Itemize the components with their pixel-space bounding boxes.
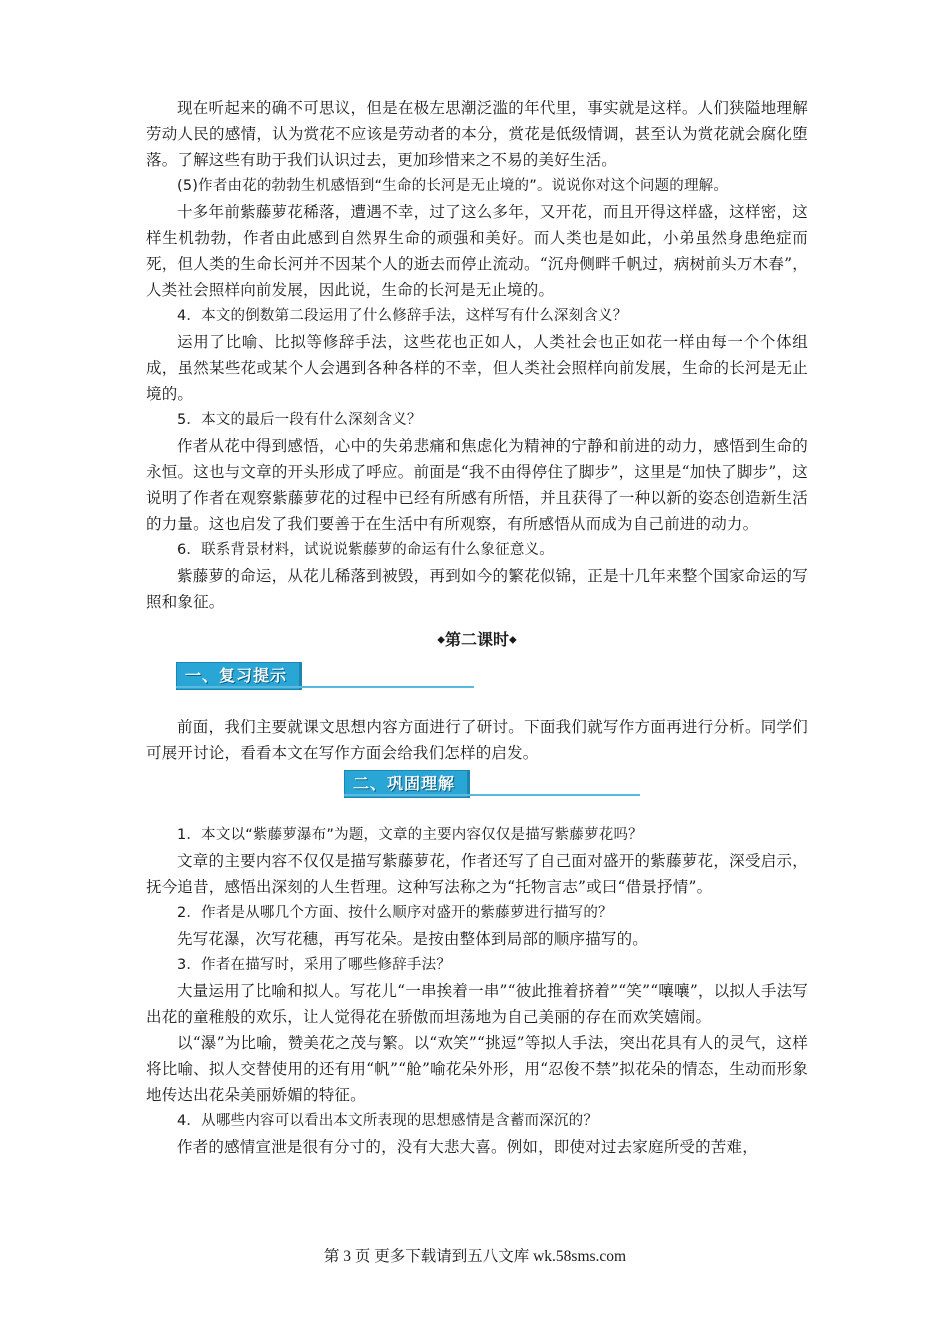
answer-paragraph: 文章的主要内容不仅仅是描写紫藤萝花，作者还写了自己面对盛开的紫藤萝花，深受启示，抚今追昔，感悟出深刻的人生哲理。这种写法称之为“托物言志”或曰“借景抒情”。 <box>146 851 808 896</box>
question-3: 3．作者在描写时，采用了哪些修辞手法？ <box>177 956 452 973</box>
document-body <box>146 95 808 1160</box>
ornament-icon: ◆ <box>509 634 517 646</box>
question-4b: 4．从哪些内容可以看出本文所表现的思想感情是含蓄而深沉的？ <box>177 1112 599 1129</box>
lesson-title <box>146 627 808 654</box>
answer-paragraph: 运用了比喻、比拟等修辞手法，这些花也正如人，人类社会也正如花一样由每一个个体组成，虽然某些花或某个人会遇到各种各样的不幸，但人类社会照样向前发展，生命的长河是无止境的。 <box>146 333 808 403</box>
question-5-sub: (5)作者由花的勃勃生机感悟到“生命的长河是无止境的”。说说你对这个问题的理解。 <box>177 178 729 194</box>
page-footer: 第 3 页 更多下载请到五八文库 wk.58sms.com <box>323 1248 627 1265</box>
answer-paragraph: 紫藤萝的命运，从花儿稀落到被毁，再到如今的繁花似锦，正是十几年来整个国家命运的写照和象征。 <box>146 567 808 611</box>
lesson-title-text: 第二课时 <box>444 630 509 649</box>
answer-paragraph: 十多年前紫藤萝花稀落，遭遇不幸，过了这么多年，又开花，而且开得这样盛，这样密，这样生机勃勃，作者由此感到自然界生命的顽强和美好。而人类也是如此，小弟虽然身患绝症而死，但人类的生命长河并不因某个人的逝去而停止流动。“沉舟侧畔千帆过，病树前头万木春”，人类社会照样向前发展，因此说，生命的长河是无止境的。 <box>146 203 808 299</box>
section-heading: 一、复习提示 <box>176 662 300 690</box>
answer-paragraph: 现在听起来的确不可思议，但是在极左思潮泛滥的年代里，事实就是这样。人们狭隘地理解劳动人民的感情，认为赏花不应该是劳动者的本分，赏花是低级情调，甚至认为赏花就会腐化堕落。了解这些有助于我们认识过去，更加珍惜来之不易的美好生活。 <box>146 99 808 169</box>
question-1: 1．本文以“紫藤萝瀑布”为题，文章的主要内容仅仅是描写紫藤萝花吗？ <box>177 826 643 843</box>
answer-paragraph: 以“瀑”为比喻，赞美花之茂与繁。以“欢笑”“挑逗”等拟人手法，突出花具有人的灵气，这样将比喻、拟人交替使用的还有用“帆”“舱”喻花朵外形，用“忍俊不禁”拟花朵的情态，生动而形象地传达出花朵美丽娇媚的特征。 <box>146 1033 808 1104</box>
section-intro: 前面，我们主要就课文思想内容方面进行了研讨。下面我们就写作方面再进行分析。同学们可展开讨论，看看本文在写作方面会给我们怎样的启发。 <box>146 717 808 762</box>
question-6: 6．联系背景材料，试说说紫藤萝的命运有什么象征意义。 <box>177 542 554 558</box>
answer-paragraph: 大量运用了比喻和拟人。写花儿“一串挨着一串”“彼此推着挤着”“笑”“嚷嚷”，以拟人手法写出花的童稚般的欢乐，让人觉得花在骄傲而坦荡地为自己美丽的存在而欢笑嬉闹。 <box>146 981 808 1026</box>
section-heading: 二、巩固理解 <box>344 770 468 798</box>
question-5: 5．本文的最后一段有什么深刻含义？ <box>177 412 422 428</box>
section-banner-review <box>146 662 808 694</box>
answer-paragraph: 先写花瀑，次写花穗，再写花朵。是按由整体到局部的顺序描写的。 <box>177 929 649 948</box>
banner-underline <box>344 794 640 796</box>
banner-underline <box>176 686 474 688</box>
question-4: 4．本文的倒数第二段运用了什么修辞手法，这样写有什么深刻含义？ <box>177 308 628 324</box>
answer-paragraph: 作者的感情宣泄是很有分寸的，没有大悲大喜。例如，即使对过去家庭所受的苦难， <box>177 1137 758 1156</box>
question-2: 2．作者是从哪几个方面、按什么顺序对盛开的紫藤萝进行描写的？ <box>177 904 613 921</box>
ornament-icon: ◆ <box>437 634 445 646</box>
answer-paragraph: 作者从花中得到感悟，心中的失弟悲痛和焦虑化为精神的宁静和前进的动力，感悟到生命的永恒。这也与文章的开头形成了呼应。前面是“我不由得停住了脚步”，这里是“加快了脚步”，这说明了作者在观察紫藤萝花的过程中已经有所感有所悟，并且获得了一种以新的姿态创造新生活的力量。这也启发了我们要善于在生活中有所观察，有所感悟从而成为自己前进的动力。 <box>146 437 808 533</box>
section-banner-consolidate <box>146 770 808 802</box>
